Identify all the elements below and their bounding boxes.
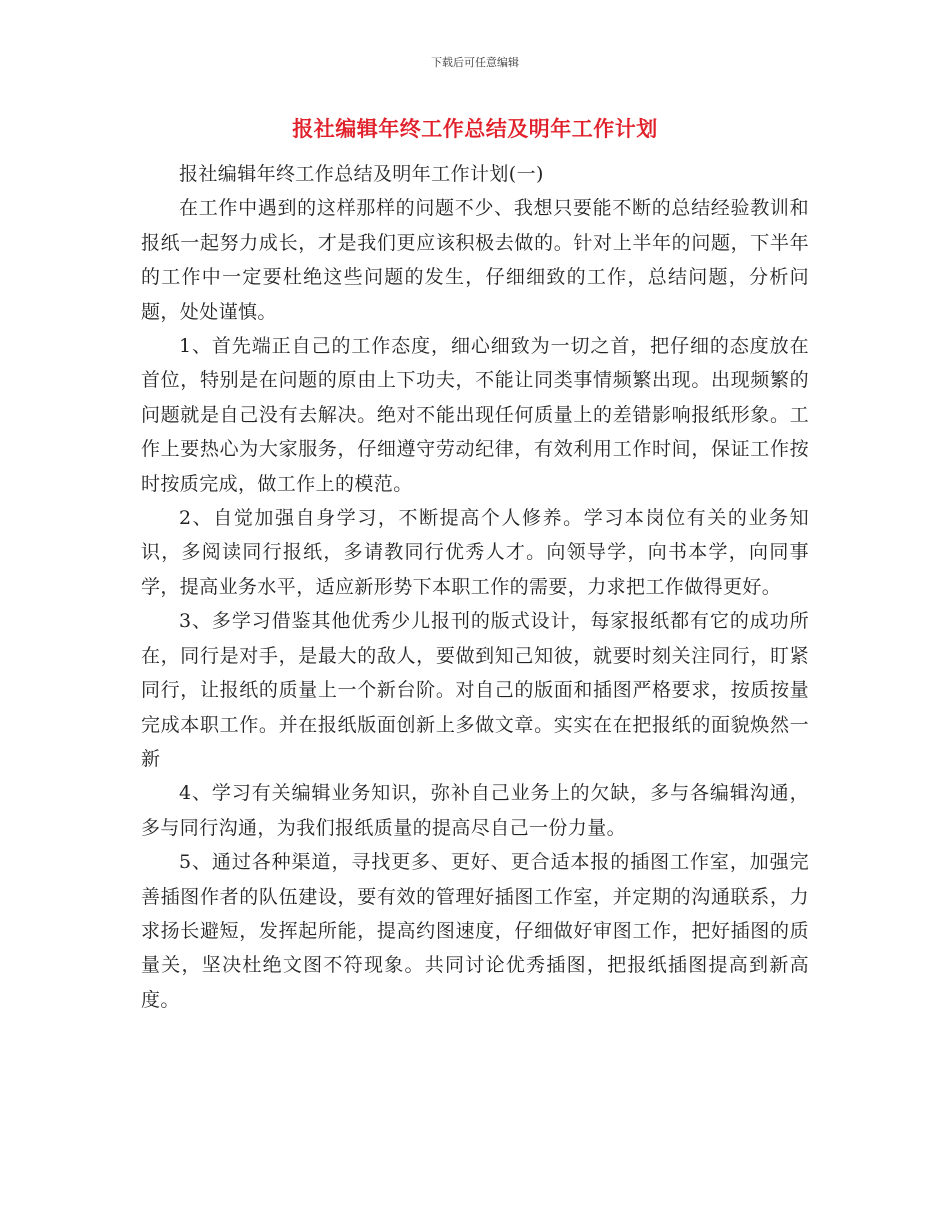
paragraph-item-1: 1、首先端正自己的工作态度，细心细致为一切之首，把仔细的态度放在首位，特别是在问题的原由上下功夫，不能让同类事情频繁出现。出现频繁的问题就是自己没有去解决。绝对不能出现任何质量上的差错影响报纸形象。工作上要热心为大家服务，仔细遵守劳动纪律，有效利用工作时间，保证工作按时按质完成，做工作上的模范。 — [141, 335, 809, 495]
paragraph-item-4: 4、学习有关编辑业务知识，弥补自己业务上的欠缺，多与各编辑沟通，多与同行沟通，为我们报纸质量的提高尽自己一份力量。 — [141, 782, 809, 839]
paragraph-item-3: 3、多学习借鉴其他优秀少儿报刊的版式设计，每家报纸都有它的成功所在，同行是对手，是最大的敌人，要做到知己知彼，就要时刻关注同行，盯紧同行，让报纸的质量上一个新台阶。对自己的版面和插图严格要求，按质按量完成本职工作。并在报纸版面创新上多做文章。实实在在把报纸的面貌焕然一新 — [141, 610, 809, 770]
document-title: 报社编辑年终工作总结及明年工作计划 — [292, 117, 658, 141]
section-subtitle: 报社编辑年终工作总结及明年工作计划(一) — [179, 163, 544, 185]
header-note: 下载后可任意编辑 — [431, 56, 519, 69]
paragraph-intro: 在工作中遇到的这样那样的问题不少、我想只要能不断的总结经验教训和报纸一起努力成长，才是我们更应该积极去做的。针对上半年的问题，下半年的工作中一定要杜绝这些问题的发生，仔细细致的工作，总结问题，分析问题，处处谨慎。 — [141, 197, 809, 323]
paragraph-item-5: 5、通过各种渠道，寻找更多、更好、更合适本报的插图工作室，加强完善插图作者的队伍建设，要有效的管理好插图工作室，并定期的沟通联系，力求扬长避短，发挥起所能，提高约图速度，仔细做好审图工作，把好插图的质量关，坚决杜绝文图不符现象。共同讨论优秀插图，把报纸插图提高到新高度。 — [141, 851, 809, 1011]
paragraph-item-2: 2、自觉加强自身学习，不断提高个人修养。学习本岗位有关的业务知识，多阅读同行报纸，多请教同行优秀人才。向领导学，向书本学，向同事学，提高业务水平，适应新形势下本职工作的需要，力求把工作做得更好。 — [141, 507, 809, 598]
document-body — [141, 157, 809, 1017]
